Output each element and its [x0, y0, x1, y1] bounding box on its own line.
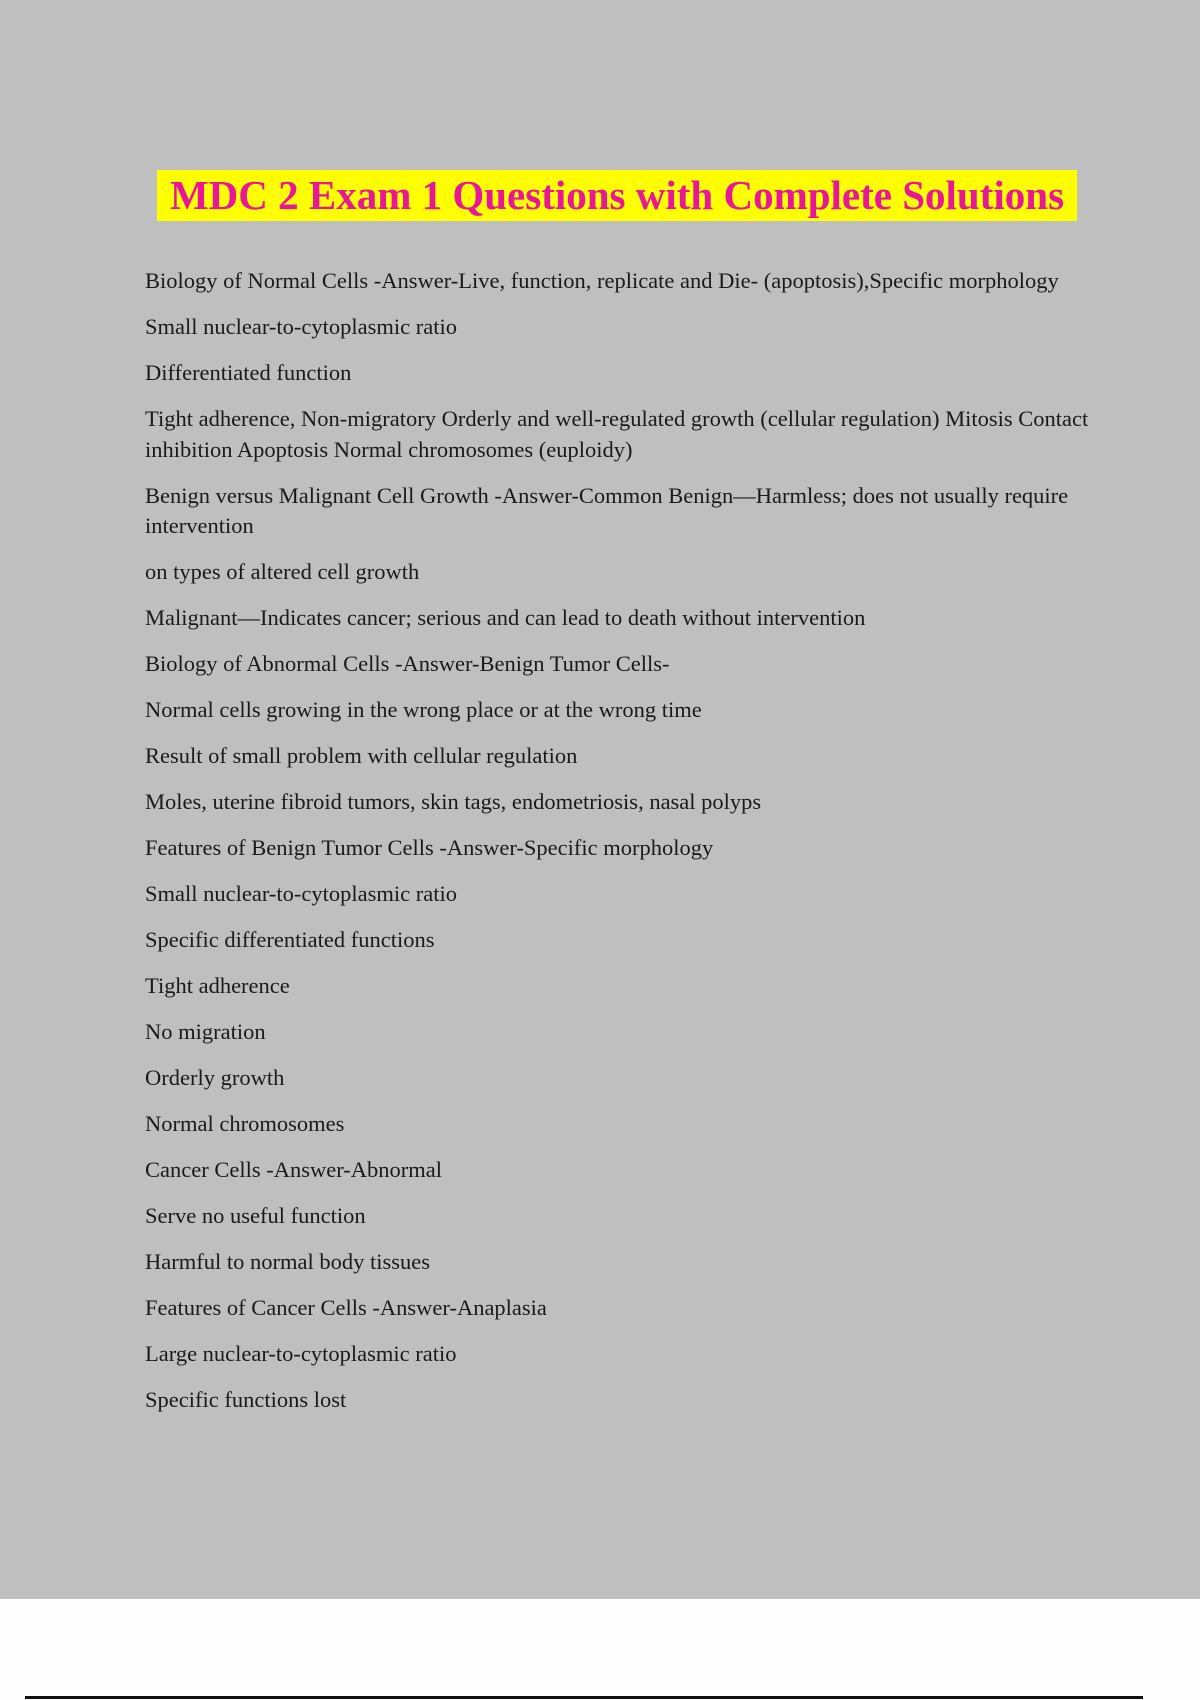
- paragraph: Orderly growth: [145, 1065, 285, 1090]
- paragraph: Tight adherence, Non-migratory Orderly and well-regulated growth (cellular regulation) Mitosis Contact inhibition Apoptosis Normal chromosomes (euploidy): [145, 406, 1089, 462]
- paragraph: Specific differentiated functions: [145, 927, 435, 952]
- paragraph: Features of Cancer Cells -Answer-Anaplasia: [145, 1295, 547, 1320]
- document-body: [145, 266, 1090, 1431]
- paragraph: Biology of Abnormal Cells -Answer-Benign Tumor Cells-: [145, 651, 670, 676]
- paragraph: Harmful to normal body tissues: [145, 1249, 430, 1274]
- paragraph: Large nuclear-to-cytoplasmic ratio: [145, 1341, 457, 1366]
- paragraph: Small nuclear-to-cytoplasmic ratio: [145, 881, 457, 906]
- paragraph: Benign versus Malignant Cell Growth -Answer-Common Benign—Harmless; does not usually require intervention: [145, 482, 1069, 538]
- page-divider: [25, 1696, 1143, 1699]
- paragraph: Serve no useful function: [145, 1203, 366, 1228]
- document-title: MDC 2 Exam 1 Questions with Complete Solutions: [157, 170, 1077, 221]
- paragraph: Differentiated function: [145, 360, 352, 385]
- paragraph: Result of small problem with cellular regulation: [145, 743, 578, 768]
- paragraph: Cancer Cells -Answer-Abnormal: [145, 1157, 442, 1182]
- paragraph: Tight adherence: [145, 973, 290, 998]
- paragraph: Malignant—Indicates cancer; serious and can lead to death without intervention: [145, 605, 866, 630]
- paragraph: No migration: [145, 1019, 266, 1044]
- paragraph: Normal chromosomes: [145, 1111, 345, 1136]
- paragraph: Small nuclear-to-cytoplasmic ratio: [145, 314, 457, 339]
- paragraph: on types of altered cell growth: [145, 559, 420, 584]
- paragraph: Moles, uterine fibroid tumors, skin tags, endometriosis, nasal polyps: [145, 789, 762, 814]
- paragraph: Normal cells growing in the wrong place or at the wrong time: [145, 697, 702, 722]
- paragraph: Features of Benign Tumor Cells -Answer-Specific morphology: [145, 835, 714, 860]
- paragraph: Biology of Normal Cells -Answer-Live, function, replicate and Die- (apoptosis),Specific morphology: [145, 268, 1059, 293]
- paragraph: Specific functions lost: [145, 1387, 347, 1412]
